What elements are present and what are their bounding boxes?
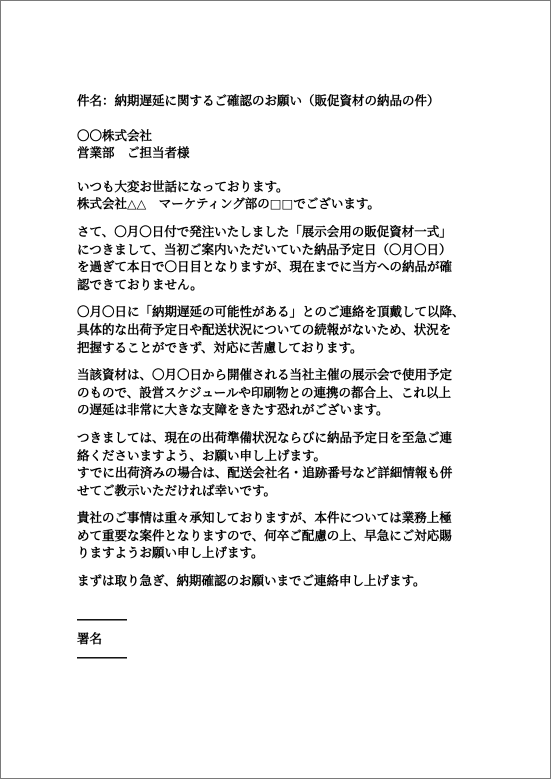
signature-block [77,610,477,666]
text-line: 認できておりません。 [77,276,203,292]
text-line: につきまして、当初ご案内いただいていた納品予定日（〇月〇日） [77,241,452,257]
closing-line: まずは取り急ぎ、納期確認のお願いまでご連絡申し上げます。 [77,573,426,589]
greeting-paragraph [77,178,477,213]
text-line: いつも大変お世話になっております。 [77,178,289,194]
text-line: 当該資材は、〇月〇日から開催される当社主催の展示会で使用予定 [77,367,453,383]
text-line: 把握することができず、対応に苦慮しております。 [77,339,363,355]
text-line: りますようお願い申し上げます。 [77,545,264,561]
text-line: すでに出荷済みの場合は、配送会社名・追跡番号など詳細情報も併 [77,465,453,481]
recipient-block [77,127,477,162]
body-paragraph-1 [77,223,477,293]
recipient-company: 〇〇株式会社 [77,127,153,143]
text-line: 貴社のご事情は重々承知しておりますが、本件については業務上極 [77,510,452,526]
text-line: 〇月〇日に「納期遅延の可能性がある」とのご連絡を頂戴して以降、 [77,304,465,320]
text-line: つきましては、現在の出荷準備状況ならびに納品予定日を至急ご連 [77,429,453,445]
recipient-person: 営業部 ご担当者様 [77,145,190,161]
body-paragraph-4 [77,429,477,499]
text-line: 具体的な出荷予定日や配送状況についての続報がないため、状況を [77,321,452,337]
text-line: さて、〇月〇日付で発注いたしました「展示会用の販促資材一式」 [77,223,452,239]
text-line: のもので、設営スケジュールや印刷物との連携の都合上、これ以上 [77,384,452,400]
signature-rule-bottom: ―――― [77,648,127,664]
signature-rule-top: ―――― [77,610,127,626]
text-line: 絡くださいますよう、お願い申し上げます。 [77,447,327,463]
body-paragraph-2 [77,303,477,356]
signature-label: 署名 [77,631,103,647]
text-line: を過ぎて本日で〇日目となりますが、現在までに当方への納品が確 [77,259,453,275]
letter-subject: 件名：納期遅延に関するご確認のお願い（販促資材の納品の件） [77,93,440,108]
letter-body [77,92,477,665]
body-paragraph-5 [77,509,477,562]
text-line: 株式会社△△ マーケティング部の□□でございます。 [77,196,380,212]
text-line: せてご教示いただければ幸いです。 [77,482,277,498]
text-line: の遅延は非常に大きな支障をきたす恐れがございます。 [77,402,389,418]
text-line: めて重要な案件となりますので、何卒ご配慮の上、早急にご対応賜 [77,527,452,543]
body-paragraph-3 [77,366,477,419]
